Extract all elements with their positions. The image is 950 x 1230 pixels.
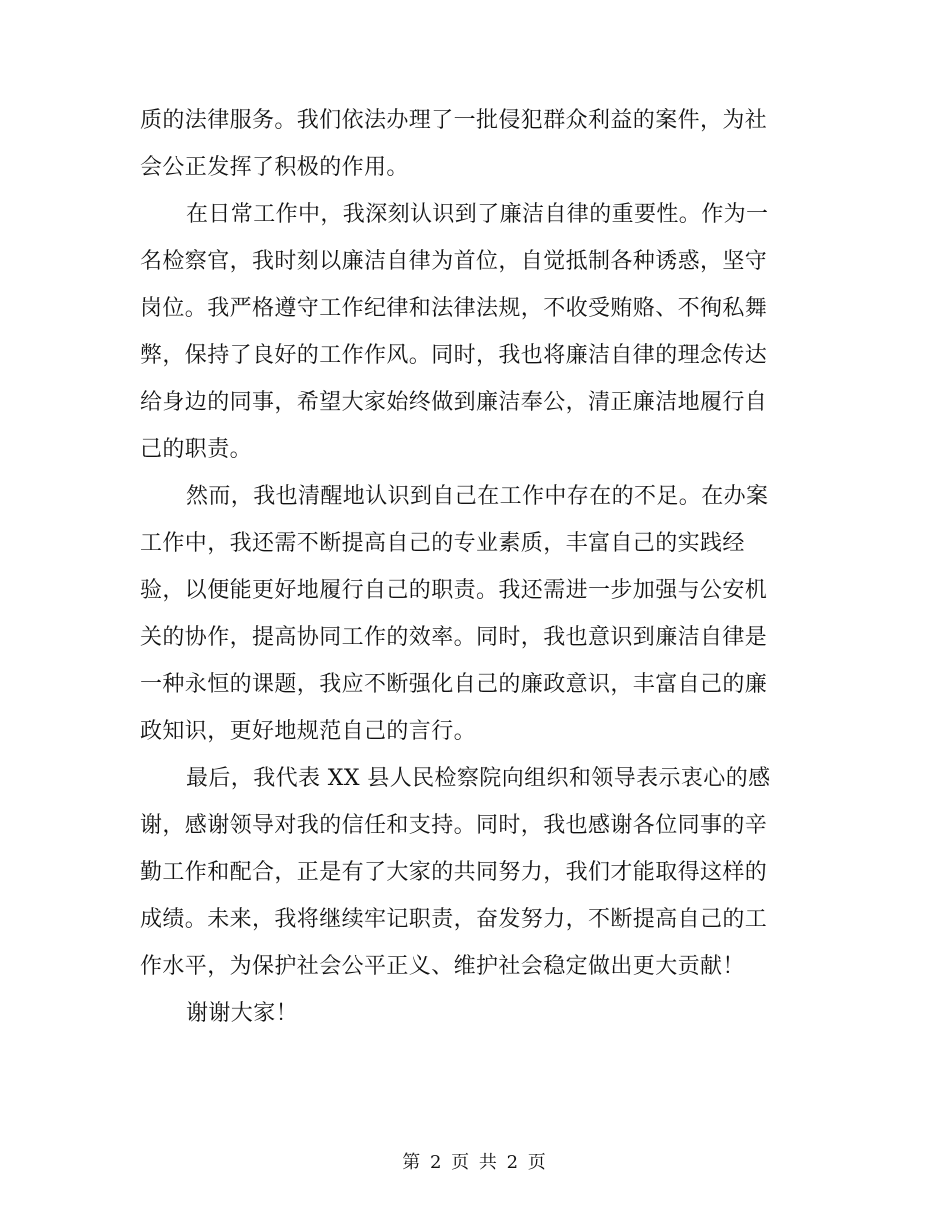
text-line: 关的协作，提高协同工作的效率。同时，我也意识到廉洁自律是 (140, 625, 768, 650)
paragraph-start-line: 然而，我也清醒地认识到自己在工作中存在的不足。在办案 (186, 484, 769, 509)
page-footer: 第 2 页 共 2 页 (402, 1152, 548, 1173)
text-line: 一种永恒的课题，我应不断强化自己的廉政意识，丰富自己的廉 (140, 672, 768, 697)
text-line: 给身边的同事，希望大家始终做到廉洁奉公，清正廉洁地履行自 (140, 390, 768, 415)
text-line: 验，以便能更好地履行自己的职责。我还需进一步加强与公安机 (140, 578, 768, 603)
text-line: 成绩。未来，我将继续牢记职责，奋发努力，不断提高自己的工 (140, 907, 768, 932)
document-body (140, 97, 800, 1037)
text-line: 质的法律服务。我们依法办理了一批侵犯群众利益的案件，为社 (140, 108, 768, 133)
text-line: 谢，感谢领导对我的信任和支持。同时，我也感谢各位同事的辛 (140, 813, 768, 838)
text-line: 名检察官，我时刻以廉洁自律为首位，自觉抵制各种诱惑，坚守 (140, 249, 768, 274)
closing-line: 谢谢大家！ (186, 1001, 299, 1026)
text-line: 作水平，为保护社会公平正义、维护社会稳定做出更大贡献！ (140, 954, 745, 979)
text-line: 会公正发挥了积极的作用。 (140, 155, 409, 180)
text-line: 己的职责。 (140, 437, 253, 462)
text-line: 岗位。我严格遵守工作纪律和法律法规，不收受贿赂、不徇私舞 (140, 296, 768, 321)
paragraph-start-line: 最后，我代表 XX 县人民检察院向组织和领导表示衷心的感 (186, 766, 771, 791)
text-line: 勤工作和配合，正是有了大家的共同努力，我们才能取得这样的 (140, 860, 768, 885)
text-line: 弊，保持了良好的工作作风。同时，我也将廉洁自律的理念传达 (140, 343, 768, 368)
paragraph-start-line: 在日常工作中，我深刻认识到了廉洁自律的重要性。作为一 (186, 202, 769, 227)
text-line: 政知识，更好地规范自己的言行。 (140, 719, 477, 744)
text-line: 工作中，我还需不断提高自己的专业素质，丰富自己的实践经 (140, 531, 745, 556)
